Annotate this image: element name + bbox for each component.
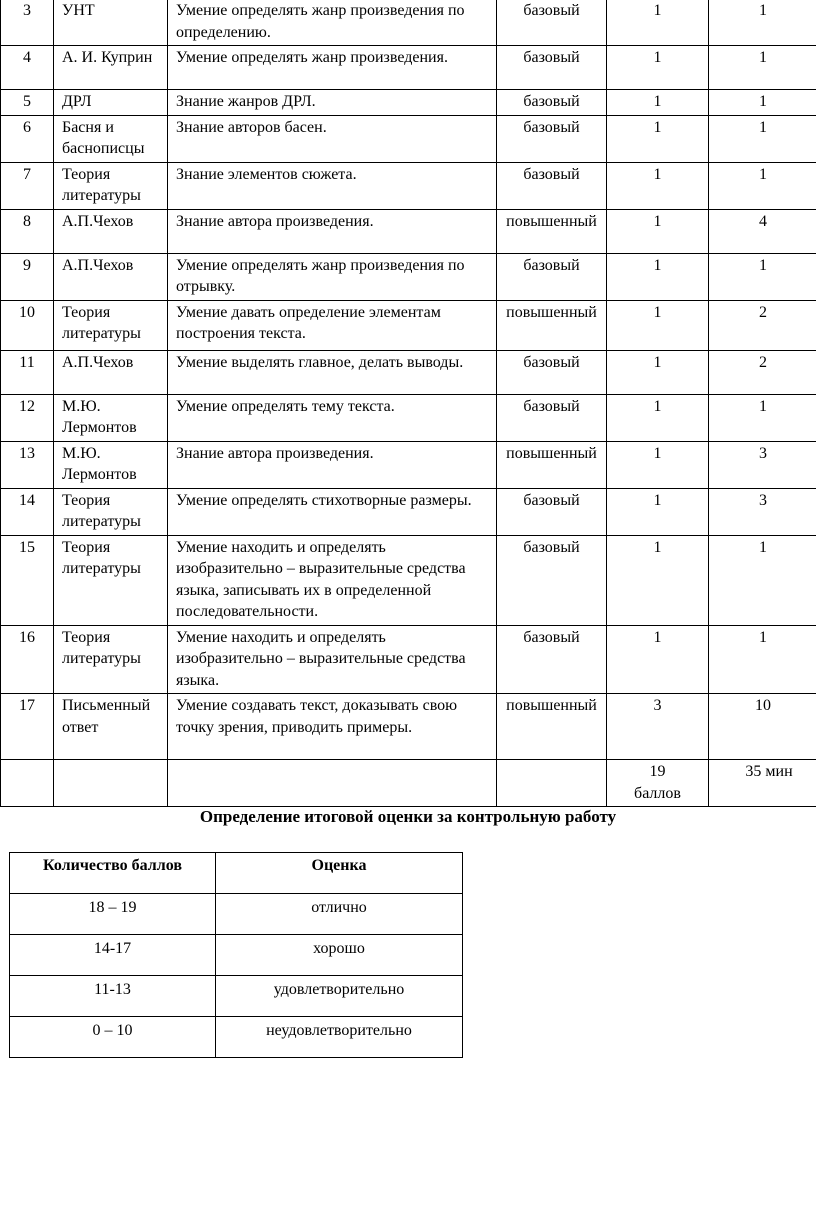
task-count: 1	[607, 488, 709, 535]
task-topic: А.П.Чехов	[54, 253, 168, 300]
task-topic: Теория литературы	[54, 162, 168, 209]
task-topic: Теория литературы	[54, 535, 168, 625]
task-topic: Теория литературы	[54, 625, 168, 694]
task-count: 1	[607, 441, 709, 488]
task-number: 13	[1, 441, 54, 488]
task-points: 1	[709, 115, 816, 162]
table-row	[1, 253, 816, 300]
task-number: 8	[1, 209, 54, 253]
task-level: базовый	[497, 46, 607, 90]
task-skill: Умение определять жанр произведения по определению.	[168, 0, 497, 46]
task-topic: Теория литературы	[54, 300, 168, 350]
grade-label: удовлетворительно	[216, 976, 463, 1017]
grade-header: Оценка	[216, 853, 463, 894]
task-skill: Умение определять тему текста.	[168, 394, 497, 441]
task-level: базовый	[497, 488, 607, 535]
table-row	[1, 46, 816, 90]
table-row	[1, 535, 816, 625]
task-count: 3	[607, 694, 709, 760]
task-count: 1	[607, 394, 709, 441]
task-points: 1	[709, 253, 816, 300]
task-skill: Умение давать определение элементам построения текста.	[168, 300, 497, 350]
task-level: базовый	[497, 253, 607, 300]
task-count: 1	[607, 46, 709, 90]
task-points: 2	[709, 300, 816, 350]
task-level: базовый	[497, 115, 607, 162]
grading-row	[10, 935, 463, 976]
empty-cell	[168, 760, 497, 807]
table-row	[1, 115, 816, 162]
task-count: 1	[607, 90, 709, 116]
task-number: 9	[1, 253, 54, 300]
task-skill: Умение определять жанр произведения по отрывку.	[168, 253, 497, 300]
task-count: 1	[607, 535, 709, 625]
task-skill: Умение находить и определять изобразительно – выразительные средства языка, записывать их в определенной последовательности.	[168, 535, 497, 625]
task-number: 11	[1, 350, 54, 394]
task-count: 1	[607, 162, 709, 209]
task-level: базовый	[497, 0, 607, 46]
task-topic: УНТ	[54, 0, 168, 46]
table-row	[1, 441, 816, 488]
score-range: 11-13	[10, 976, 216, 1017]
task-points: 4	[709, 209, 816, 253]
task-points: 2	[709, 350, 816, 394]
total-count: 19 баллов	[607, 760, 709, 807]
table-row	[1, 488, 816, 535]
task-level: повышенный	[497, 300, 607, 350]
task-topic: Басня и баснописцы	[54, 115, 168, 162]
task-points: 1	[709, 46, 816, 90]
score-range: 18 – 19	[10, 894, 216, 935]
task-number: 17	[1, 694, 54, 760]
task-points: 1	[709, 90, 816, 116]
task-level: повышенный	[497, 441, 607, 488]
table-row	[1, 350, 816, 394]
task-topic: Письменный ответ	[54, 694, 168, 760]
task-skill: Умение определять жанр произведения.	[168, 46, 497, 90]
task-number: 10	[1, 300, 54, 350]
task-points: 10	[709, 694, 816, 760]
score-header: Количество баллов	[10, 853, 216, 894]
tasks-table-body	[1, 0, 816, 807]
task-level: базовый	[497, 162, 607, 209]
task-count: 1	[607, 115, 709, 162]
task-level: базовый	[497, 90, 607, 116]
task-number: 15	[1, 535, 54, 625]
table-row	[1, 694, 816, 760]
task-skill: Знание жанров ДРЛ.	[168, 90, 497, 116]
grading-row	[10, 1017, 463, 1058]
grading-table	[9, 852, 463, 1058]
task-skill: Знание автора произведения.	[168, 209, 497, 253]
grading-row	[10, 894, 463, 935]
grade-label: хорошо	[216, 935, 463, 976]
task-number: 7	[1, 162, 54, 209]
task-skill: Знание элементов сюжета.	[168, 162, 497, 209]
task-points: 1	[709, 162, 816, 209]
task-points: 3	[709, 488, 816, 535]
table-row	[1, 209, 816, 253]
empty-cell	[54, 760, 168, 807]
table-row	[1, 90, 816, 116]
grade-label: отлично	[216, 894, 463, 935]
task-skill: Знание авторов басен.	[168, 115, 497, 162]
task-number: 14	[1, 488, 54, 535]
task-points: 3	[709, 441, 816, 488]
table-row	[1, 394, 816, 441]
task-points: 1	[709, 0, 816, 46]
score-range: 14-17	[10, 935, 216, 976]
task-skill: Знание автора произведения.	[168, 441, 497, 488]
task-topic: А.П.Чехов	[54, 350, 168, 394]
task-topic: Теория литературы	[54, 488, 168, 535]
task-level: базовый	[497, 535, 607, 625]
task-number: 5	[1, 90, 54, 116]
task-level: базовый	[497, 350, 607, 394]
task-level: базовый	[497, 394, 607, 441]
task-points: 1	[709, 625, 816, 694]
grading-row	[10, 976, 463, 1017]
task-topic: А. И. Куприн	[54, 46, 168, 90]
task-count: 1	[607, 350, 709, 394]
grade-label: неудовлетворительно	[216, 1017, 463, 1058]
task-count: 1	[607, 0, 709, 46]
grading-header-row	[10, 853, 463, 894]
task-points: 1	[709, 535, 816, 625]
empty-cell	[497, 760, 607, 807]
table-row	[1, 0, 816, 46]
table-row	[1, 300, 816, 350]
task-level: базовый	[497, 625, 607, 694]
empty-cell	[1, 760, 54, 807]
total-time: 35 мин	[709, 760, 816, 807]
total-row	[1, 760, 816, 807]
task-topic: ДРЛ	[54, 90, 168, 116]
task-count: 1	[607, 209, 709, 253]
task-count: 1	[607, 253, 709, 300]
task-level: повышенный	[497, 694, 607, 760]
task-topic: М.Ю. Лермонтов	[54, 441, 168, 488]
table-row	[1, 625, 816, 694]
grading-table-body	[10, 894, 463, 1058]
task-skill: Умение находить и определять изобразительно – выразительные средства языка.	[168, 625, 497, 694]
task-number: 4	[1, 46, 54, 90]
task-skill: Умение выделять главное, делать выводы.	[168, 350, 497, 394]
task-number: 3	[1, 0, 54, 46]
score-range: 0 – 10	[10, 1017, 216, 1058]
table-row	[1, 162, 816, 209]
task-level: повышенный	[497, 209, 607, 253]
task-count: 1	[607, 300, 709, 350]
task-count: 1	[607, 625, 709, 694]
task-skill: Умение определять стихотворные размеры.	[168, 488, 497, 535]
task-topic: А.П.Чехов	[54, 209, 168, 253]
grading-title: Определение итоговой оценки за контрольную работу	[199, 807, 617, 826]
task-points: 1	[709, 394, 816, 441]
task-number: 16	[1, 625, 54, 694]
task-number: 12	[1, 394, 54, 441]
task-number: 6	[1, 115, 54, 162]
task-skill: Умение создавать текст, доказывать свою точку зрения, приводить примеры.	[168, 694, 497, 760]
task-topic: М.Ю. Лермонтов	[54, 394, 168, 441]
